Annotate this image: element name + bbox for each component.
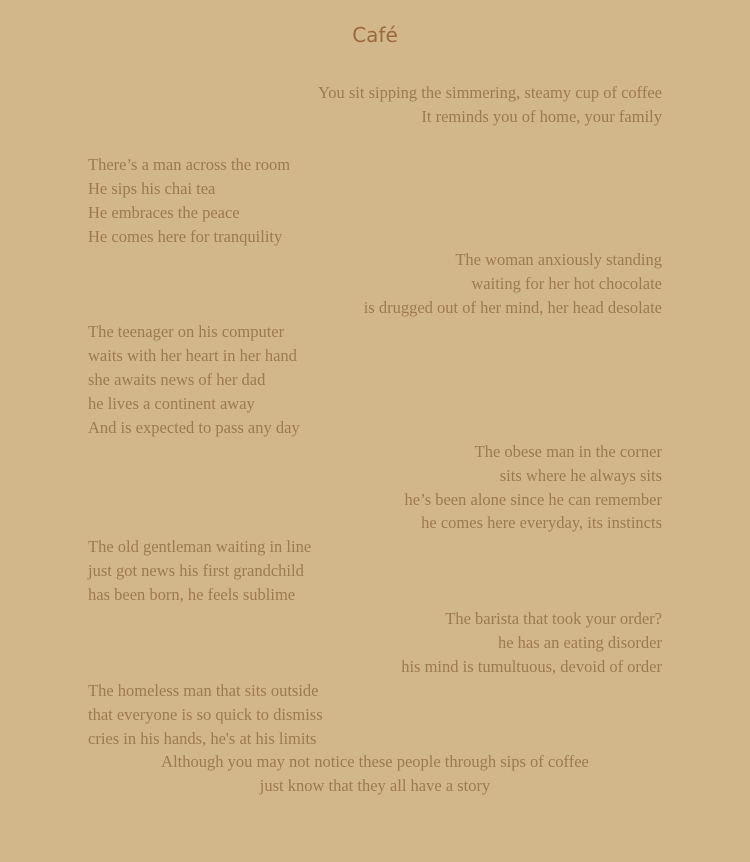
poem-line: cries in his hands, he's at his limits (88, 728, 317, 748)
poem-line: has been born, he feels sublime (88, 585, 296, 605)
stanza-5 (88, 440, 662, 536)
poem-line: Although you may not notice these people through sips of coffee (161, 752, 589, 772)
stanza-4 (88, 320, 662, 440)
poem-line: sits where he always sits (499, 465, 662, 485)
poem-line: he lives a continent away (88, 393, 255, 413)
poem-line: It reminds you of home, your family (421, 106, 662, 126)
stanza-2 (88, 153, 662, 249)
poem-line: just know that they all have a story (259, 776, 491, 796)
poem-line: He embraces the peace (88, 202, 240, 222)
poem-line: There’s a man across the room (88, 154, 291, 174)
poem-line: he comes here everyday, its instincts (421, 513, 662, 533)
poem-line: The teenager on his computer (88, 322, 285, 342)
poem-line: The obese man in the corner (474, 441, 662, 461)
stanza-6 (88, 535, 662, 607)
stanza-1 (88, 81, 662, 129)
poem-line: The homeless man that sits outside (88, 680, 319, 700)
poem-line: his mind is tumultuous, devoid of order (401, 656, 662, 676)
poem-line: he’s been alone since he can remember (404, 489, 662, 509)
poem-line: He comes here for tranquility (88, 226, 283, 246)
poem-line: The old gentleman waiting in line (88, 537, 312, 557)
poem-line: is drugged out of her mind, her head desolate (363, 298, 662, 318)
page-title: Café (352, 23, 398, 47)
stanza-7 (88, 607, 662, 679)
poem-line: And is expected to pass any day (88, 417, 300, 437)
poem-line: You sit sipping the simmering, steamy cup of coffee (317, 83, 662, 102)
poem-line: just got news his first grandchild (88, 561, 304, 581)
poem-line: that everyone is so quick to dismiss (88, 704, 323, 724)
poem-line: he has an eating disorder (497, 632, 662, 652)
poem-line: The barista that took your order? (445, 609, 662, 629)
poem-line: she awaits news of her dad (88, 369, 266, 389)
stanza-8 (88, 679, 662, 751)
poem-line: He sips his chai tea (88, 178, 216, 198)
poem-body (88, 81, 662, 798)
poem-line: waiting for her hot chocolate (471, 274, 662, 294)
poem-line: The woman anxiously standing (455, 250, 662, 270)
stanza-9 (88, 750, 662, 798)
poem-line: waits with her heart in her hand (88, 346, 297, 366)
stanza-3 (88, 248, 662, 320)
